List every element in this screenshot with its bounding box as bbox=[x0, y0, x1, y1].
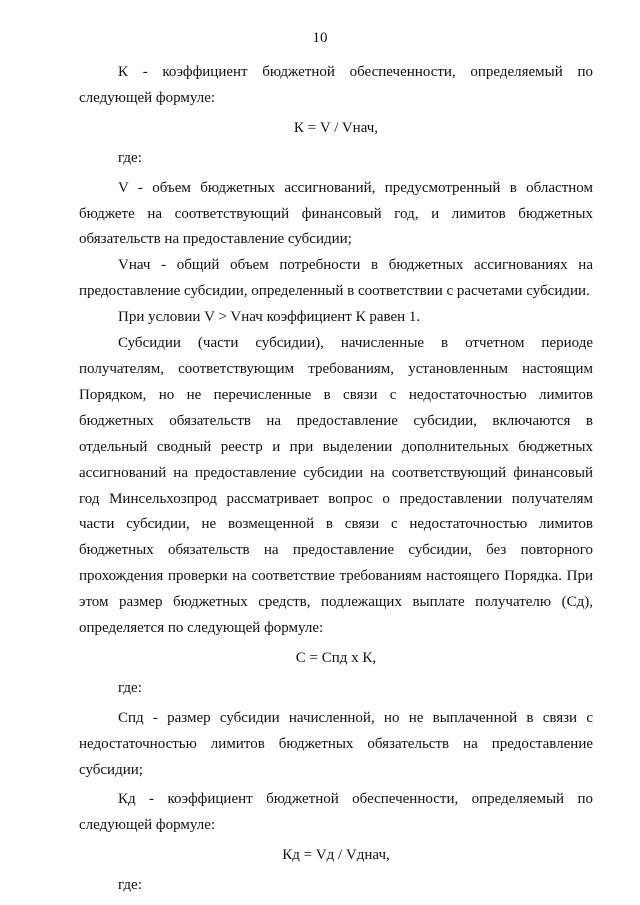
paragraph-vnach-definition: Vнач - общий объем потребности в бюджетных ассигнованиях на предоставление субсидии, определенный в соответствии с расчетами субсидии. bbox=[79, 257, 593, 300]
paragraph-condition: При условии V > Vнач коэффициент К равен 1. bbox=[118, 309, 421, 326]
page-number: 10 bbox=[312, 30, 328, 46]
paragraph-subsidies: Субсидии (части субсидии), начисленные в отчетном периоде получателям, соответствующим требованиям, установленным настоящим Порядком, но не перечисленные в связи с недостаточностью лимитов бюджетных обязательств на предоставление субсидии, включаются в отдельный сводный реестр и при выделении дополнительных бюджетных ассигнований на предоставление субсидии на соответствующий финансовый год Минсельхозпрод рассматривает вопрос о предоставлении получателям части субсидии, не возмещенной в связи с недостаточностью лимитов бюджетных обязательств на предоставление субсидии, без повторного прохождения проверки на соответствие требованиям настоящего Порядка. При этом размер бюджетных средств, подлежащих выплате получателю (Сд), определяется по следующей формуле: bbox=[79, 335, 593, 637]
formula-c: С = Спд х К, bbox=[295, 649, 377, 666]
formula-k: К = V / Vнач, bbox=[293, 119, 379, 136]
document-body bbox=[79, 60, 593, 899]
paragraph-spd-definition: Спд - размер субсидии начисленной, но не выплаченной в связи с недостаточностью лимитов бюджетных обязательств на предоставление субсидии; bbox=[79, 709, 593, 778]
where-label: где: bbox=[118, 149, 142, 166]
where-label: где: bbox=[118, 679, 142, 696]
paragraph-v-definition: V - объем бюджетных ассигнований, предусмотренный в областном бюджете на соответствующий финансовый год, и лимитов бюджетных обязательств на предоставление субсидии; bbox=[79, 179, 593, 248]
where-label: где: bbox=[118, 877, 142, 894]
paragraph-k-definition: К - коэффициент бюджетной обеспеченности, определяемый по следующей формуле: bbox=[79, 64, 593, 106]
formula-kd: Кд = Vд / Vднач, bbox=[282, 847, 390, 864]
paragraph-kd-definition: Кд - коэффициент бюджетной обеспеченности, определяемый по следующей формуле: bbox=[79, 791, 593, 834]
